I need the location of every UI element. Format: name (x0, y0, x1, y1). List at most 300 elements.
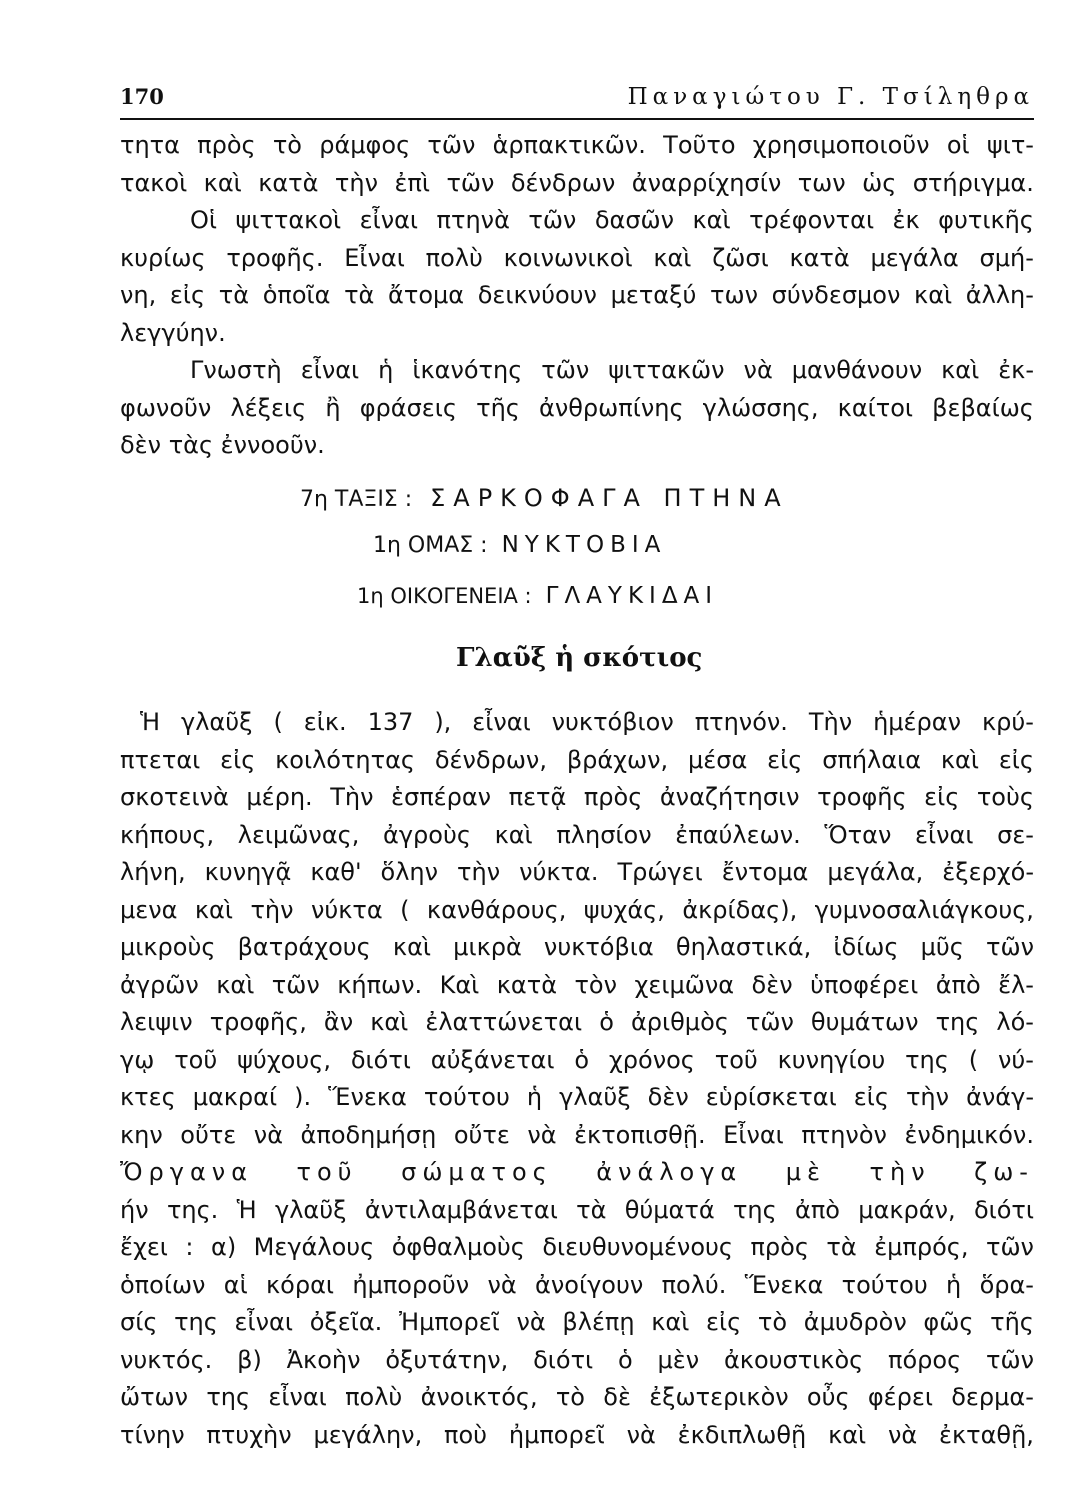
word: ἱκανότης (412, 356, 523, 384)
text-line (120, 854, 1034, 892)
word: μέρη. (246, 783, 313, 811)
word: νύκτα. (519, 858, 599, 886)
word: εἶναι (234, 1308, 293, 1336)
word: ἔχει (120, 1233, 168, 1261)
word: εἶναι (359, 206, 419, 234)
word: τῶν (427, 131, 476, 159)
word: ( (400, 895, 410, 924)
word: εἰς (998, 745, 1034, 774)
word: ἀγρῶν (120, 970, 199, 999)
text-line (120, 892, 1034, 930)
text-line (120, 1379, 1034, 1417)
word: α) (211, 1233, 237, 1261)
group-heading (373, 532, 666, 558)
word: ἡ (378, 356, 394, 384)
word: σπήλαια (822, 745, 922, 774)
word: των (797, 168, 846, 197)
word: ἡμέραν (873, 708, 961, 736)
word: χρησιμοποιοῦν (752, 131, 930, 159)
word: τροφῆς, (209, 1008, 307, 1036)
word: ἄτομα (388, 281, 465, 309)
word: Ὄργανα (120, 1158, 254, 1186)
word: ἀπὸ (935, 970, 981, 999)
word: ( (968, 1045, 979, 1074)
word: κατὰ (496, 970, 558, 999)
word: τῶν (528, 206, 577, 234)
word: ἀπὸ (795, 1195, 840, 1224)
word: ράμφος (319, 131, 411, 159)
word: φράσεις (359, 393, 457, 422)
word: ἐπὶ (394, 168, 430, 197)
word: τροφῆς (817, 783, 907, 811)
word: Εἶναι (344, 243, 405, 272)
word: τῶν (271, 970, 320, 999)
word: ψιττακῶν (608, 356, 725, 384)
word: φῶς (923, 1308, 974, 1336)
word: οὖς (806, 1383, 850, 1411)
word: σε- (997, 820, 1034, 849)
order-heading (300, 484, 789, 512)
word: τὸ (757, 1308, 788, 1336)
word: πρὸς (583, 783, 643, 811)
word: ἰδίως (833, 933, 899, 961)
text-line (120, 1192, 1034, 1230)
order-label: 7η ΤΑΞΙΣ : (300, 487, 413, 512)
word: ἀποδημήσῃ (300, 1120, 437, 1149)
text-line (120, 277, 1034, 315)
word: της (732, 1195, 777, 1224)
word: φωνοῦν (120, 393, 212, 422)
word: εἶναι (472, 708, 531, 736)
text-line (120, 127, 1034, 165)
word: γλαῦξ (559, 1083, 631, 1111)
word: σμή- (979, 243, 1034, 272)
word: δασῶν (594, 206, 675, 234)
text-line (120, 1229, 1034, 1267)
word: ὁ (574, 1045, 590, 1074)
word: πολὺ (345, 1383, 403, 1411)
word: Ἀκοὴν (286, 1345, 361, 1374)
word: καὶ (651, 1308, 690, 1336)
word: ἀντιλαμβάνεται (364, 1195, 558, 1224)
word: διότι (350, 1045, 411, 1074)
word: καὶ (216, 970, 255, 999)
word: εἰς (853, 1083, 889, 1111)
word: κατὰ (789, 243, 850, 272)
word: λό- (996, 1008, 1034, 1036)
word: β) (237, 1345, 262, 1374)
family-value: ΓΛΑΥΚΙΔΑΙ (545, 583, 719, 609)
word: Ἡ (140, 708, 161, 736)
word: μὲ (785, 1158, 827, 1186)
word: κήπων. (337, 970, 423, 999)
word: ἡ (946, 1270, 962, 1299)
word: ψιττακοὶ (235, 206, 342, 234)
word: εἰς (220, 745, 256, 774)
word: ἀριθμὸς (630, 1008, 729, 1036)
page-number: 170 (120, 84, 164, 109)
word: τοῦ (174, 1045, 218, 1074)
word: εἰς (169, 281, 206, 309)
group-label: 1η ΟΜΑΣ : (373, 533, 488, 558)
word: Ὅταν (824, 820, 892, 849)
word: δερμα- (951, 1383, 1034, 1411)
word: τρέφονται (749, 206, 875, 234)
word: εἰς (924, 783, 960, 811)
text-line (120, 1117, 1034, 1155)
word: ὁ (617, 1345, 633, 1374)
word: ), (434, 708, 452, 736)
word: καὶ (392, 933, 432, 961)
word: ἐκ (892, 206, 920, 234)
word: Τὴν (808, 708, 853, 736)
word: νὰ (743, 356, 773, 384)
word: κανθάρους, (426, 895, 567, 924)
word: πλησίον (556, 820, 652, 849)
text-line (120, 1079, 1034, 1117)
word: Ἠμπορεῖ (398, 1308, 500, 1336)
word: ζῶσι (712, 243, 769, 272)
text-line (120, 390, 1034, 428)
word: διότι (533, 1345, 594, 1374)
word: οὔτε (453, 1120, 510, 1149)
word: σώματος (401, 1158, 553, 1186)
word: βατράχους (237, 933, 371, 961)
word: ἐνδημικόν. (904, 1120, 1034, 1149)
word: νύκτα (310, 895, 383, 924)
word: Τρώγει (617, 858, 703, 886)
word: ἀμυδρὸν (803, 1308, 907, 1336)
word: : (185, 1233, 194, 1261)
text-line (120, 1042, 1034, 1080)
word: τὴν (905, 1083, 950, 1111)
word: αὐξάνεται (430, 1045, 555, 1074)
word: καὶ (194, 895, 233, 924)
text-line: δὲν τὰς ἐννοοῦν. (120, 431, 325, 459)
word: μὲν (657, 1345, 700, 1374)
word: κατὰ (258, 168, 319, 197)
word: νύ- (997, 1045, 1034, 1074)
word: γυμνοσαλιάγκους, (814, 895, 1034, 924)
word: ἂν (323, 1008, 354, 1036)
word: μεγάλα (870, 243, 959, 272)
word: τὴν (869, 1158, 931, 1186)
word: οὔτε (180, 1120, 237, 1149)
word: καὶ (692, 206, 731, 234)
word: της (935, 1008, 980, 1036)
word: κτες (120, 1083, 176, 1111)
word: εἰκ. (303, 708, 347, 736)
word: ἀγροὺς (383, 820, 471, 849)
word: διευθυνομένους (542, 1233, 733, 1261)
word: ὀξυτάτην, (385, 1345, 509, 1374)
word: ὀφθαλμοὺς (391, 1233, 525, 1261)
word: ὡς (862, 168, 897, 197)
text-line (120, 240, 1034, 278)
word: καίτοι (837, 393, 914, 422)
word: λήνη, (120, 858, 186, 886)
word: ὁποίων (120, 1270, 206, 1299)
word: ἠμπορεῖ (508, 1420, 605, 1449)
word: Τὴν (330, 783, 374, 811)
word: ψύχους, (237, 1045, 331, 1074)
text-line (120, 1417, 1034, 1455)
word: τροφῆς. (226, 243, 324, 272)
word: δὲν (647, 1083, 689, 1111)
word: καὶ (653, 243, 692, 272)
text-line (120, 202, 1034, 240)
text-line (120, 742, 1034, 780)
word: χρόνος (608, 1045, 695, 1074)
word: ἐπαύλεων. (675, 820, 801, 849)
word: βεβαίως (932, 393, 1034, 422)
word: κρύ- (981, 708, 1034, 736)
text-line (120, 967, 1034, 1005)
word: ἐξωτερικὸν (649, 1383, 789, 1411)
word: τῶν (446, 168, 495, 197)
word: ἀναζήτησιν (659, 783, 800, 811)
word: τὰ (576, 1195, 607, 1224)
word: ἁρπακτικῶν. (492, 131, 646, 159)
word: ἡ (526, 1083, 543, 1111)
word: κυνηγᾷ (204, 858, 292, 886)
word: πολὺ (425, 243, 483, 272)
word: κυνηγίου (777, 1045, 886, 1074)
word: τῶν (986, 1233, 1034, 1261)
word: νυκτός. (120, 1345, 213, 1374)
word: τακοὶ (120, 168, 188, 197)
family-label: 1η ΟΙΚΟΓΕΝΕΙΑ : (357, 584, 532, 608)
word: κυρίως (120, 243, 206, 272)
word: ὑποφέρει (810, 970, 919, 999)
word: ἀκουστικὸς (723, 1345, 864, 1374)
word: 137 (367, 708, 414, 736)
word: κοινωνικοὶ (503, 243, 633, 272)
word: Μεγάλους (253, 1233, 375, 1261)
word: ἐκ- (998, 356, 1034, 384)
word: ἐκδιπλωθῇ (677, 1420, 807, 1449)
word: τὰ (344, 281, 375, 309)
word: αἱ (223, 1270, 248, 1299)
word: ἀνθρωπίνης (539, 393, 684, 422)
word: πτεται (120, 745, 201, 774)
word: μεταξύ (610, 281, 697, 309)
word: στήριγμα. (912, 168, 1034, 197)
word: καὶ (940, 745, 979, 774)
word: σίς (120, 1308, 158, 1336)
text-line (120, 1004, 1034, 1042)
word: μακραί (192, 1083, 278, 1111)
word: μεγάλην, (313, 1420, 423, 1449)
word: νὰ (487, 1270, 517, 1299)
word: ἀνοικτός, (420, 1383, 538, 1411)
word: λέξεις (230, 393, 307, 422)
word: καὶ (914, 281, 953, 309)
species-title: Γλαῦξ ἡ σκότιος (456, 643, 703, 673)
word: εἰς (706, 1308, 742, 1336)
word: ἠμποροῦν (352, 1270, 470, 1299)
word: μεγάλα, (827, 858, 924, 886)
word: τητα (120, 131, 180, 159)
word: τοὺς (976, 783, 1034, 811)
word: ἀνάγ- (966, 1083, 1034, 1111)
word: ὅρα- (979, 1270, 1034, 1299)
word: ἐκταθῇ, (939, 1420, 1034, 1449)
word: Γνωστὴ (190, 356, 282, 384)
word: λειμῶνας, (237, 820, 360, 849)
word: πτηνὸν (801, 1120, 887, 1149)
word: ἢ (325, 393, 341, 422)
text-line (120, 704, 1034, 742)
word: Ἡ (236, 1195, 257, 1224)
word: πολύ. (661, 1270, 727, 1299)
word: της (174, 1308, 218, 1336)
word: ψιτ- (986, 131, 1034, 159)
word: τὸ (555, 1383, 585, 1411)
word: ψυχάς, (583, 895, 665, 924)
word: ἀνάλογα (596, 1158, 743, 1186)
word: νη, (120, 281, 157, 309)
word: δὲ (603, 1383, 631, 1411)
word: ἔλ- (998, 970, 1034, 999)
word: τίνην (120, 1420, 185, 1449)
word: ἐκτοπισθῇ. (574, 1120, 706, 1149)
word: τοῦ (714, 1045, 758, 1074)
word: μέσα (688, 745, 748, 774)
word: ἐμπρός, (874, 1233, 969, 1261)
word: νὰ (626, 1420, 656, 1449)
word: Καὶ (439, 970, 480, 999)
word: ἐλαττώνεται (425, 1008, 583, 1036)
word: Τοῦτο (663, 131, 736, 159)
word: δὲν (751, 970, 793, 999)
text-line (120, 1267, 1034, 1305)
word: ὅλην (380, 858, 439, 886)
text-line: λεγγύην. (120, 318, 226, 347)
word: δένδρων, (434, 745, 547, 774)
word: τὴν (457, 858, 501, 886)
word: γῳ (120, 1045, 155, 1074)
species-description (120, 704, 1034, 1454)
word: χειμῶνα (634, 970, 735, 999)
word: νὰ (253, 1120, 284, 1149)
text-line (120, 929, 1034, 967)
word: πόρος (888, 1345, 962, 1374)
word: νὰ (887, 1420, 918, 1449)
word: ἑσπέραν (391, 783, 492, 811)
word: εἶναι (915, 820, 974, 849)
word: τῶν (986, 1345, 1034, 1374)
word: διότι (973, 1195, 1034, 1224)
word: Εἶναι (723, 1120, 784, 1149)
word: νυκτόβιον (551, 708, 674, 736)
word: εὑρίσκεται (705, 1083, 837, 1111)
word: ἔντομα (721, 858, 809, 886)
word: φέρει (867, 1383, 933, 1411)
word: νὰ (516, 1308, 546, 1336)
word: πρὸς (197, 131, 256, 159)
word: κοιλότητας (275, 745, 415, 774)
word: βλέπῃ (562, 1308, 635, 1336)
word: δένδρων (510, 168, 616, 197)
word: ( (273, 708, 283, 736)
intro-text (120, 127, 1034, 465)
text-line (120, 1154, 1034, 1192)
word: νὰ (527, 1120, 557, 1149)
word: τὸ (272, 131, 302, 159)
word: ὀξεῖα. (309, 1308, 383, 1336)
word: κόραι (266, 1270, 335, 1299)
word: ήν (120, 1195, 149, 1224)
word: ). (294, 1083, 312, 1111)
word: μικροὺς (120, 933, 216, 961)
word: τὰ (218, 281, 250, 309)
word: ζω- (974, 1158, 1034, 1186)
word: μανθάνουν (791, 356, 923, 384)
word: καὶ (370, 1008, 409, 1036)
word: τὴν (334, 168, 378, 197)
word: φυτικῆς (938, 206, 1034, 234)
word: καὶ (828, 1420, 867, 1449)
word: κήπους, (120, 820, 215, 849)
word: εἰς (767, 745, 803, 774)
word: μακράν, (858, 1195, 956, 1224)
word: τῆς (990, 1308, 1034, 1336)
word: εἶναι (300, 356, 360, 384)
word: πετᾷ (508, 783, 567, 811)
word: καὶ (941, 356, 980, 384)
word: τούτου (423, 1083, 510, 1111)
word: σύνδεσμον (771, 281, 901, 309)
word: της (206, 1383, 251, 1411)
word: Ἕνεκα (328, 1083, 407, 1111)
word: ὁ (599, 1008, 614, 1036)
group-value: ΝΥΚΤΟΒΙΑ (501, 532, 667, 558)
word: τὸν (574, 970, 618, 999)
word: γλαῦξ (181, 708, 253, 736)
word: πτυχὴν (206, 1420, 292, 1449)
word: μενα (120, 895, 178, 924)
word: κην (120, 1120, 163, 1149)
family-heading (357, 583, 718, 609)
word: πτηνὰ (436, 206, 510, 234)
text-line (120, 1304, 1034, 1342)
text-line (120, 1342, 1034, 1380)
word: τῶν (745, 1008, 794, 1036)
word: ἐξερχό- (942, 858, 1034, 886)
text-line (120, 165, 1034, 203)
word: οἱ (946, 131, 970, 159)
word: τὴν (250, 895, 294, 924)
word: καὶ (494, 820, 533, 849)
word: ἀνοίγουν (535, 1270, 644, 1299)
running-head: Παναγιώτου Γ. Τσίληθρα (627, 84, 1034, 110)
word: τούτου (841, 1270, 928, 1299)
text-line (120, 779, 1034, 817)
word: μῦς (920, 933, 964, 961)
word: Ἕνεκα (744, 1270, 824, 1299)
word: της (905, 1045, 949, 1074)
text-line (120, 817, 1034, 855)
word: ὁποῖα (262, 281, 331, 309)
word: ἀναρρίχησίν (631, 168, 782, 197)
word: ποὺ (444, 1420, 488, 1449)
word: μικρὰ (453, 933, 522, 961)
word: βράχων, (566, 745, 669, 774)
word: τῆς (476, 393, 520, 422)
word: καὶ (203, 168, 242, 197)
word: ἀλλη- (965, 281, 1034, 309)
